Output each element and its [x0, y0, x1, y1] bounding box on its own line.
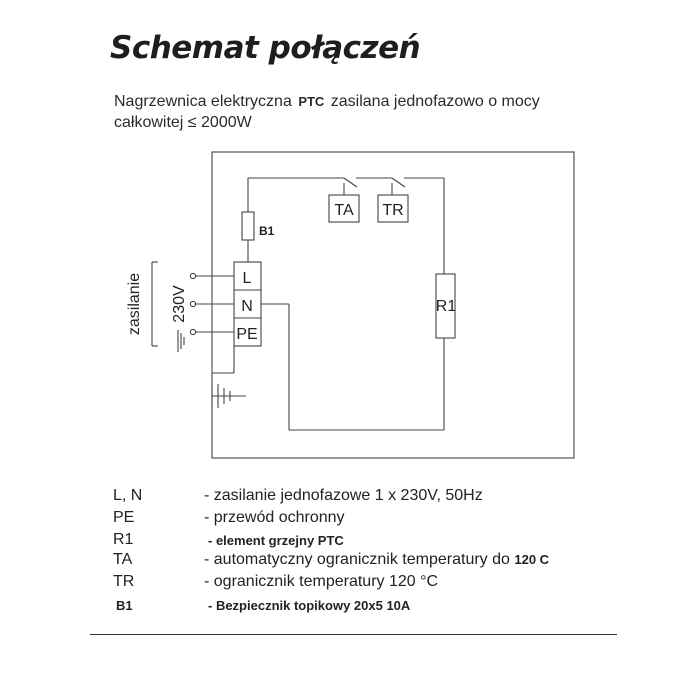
legend-desc: - Bezpiecznik topikowy 20x5 10A — [208, 598, 411, 613]
legend-desc: - element grzejny PTC — [208, 533, 344, 548]
legend-key: TA — [113, 551, 133, 568]
voltage-label: 230V — [171, 285, 188, 323]
legend-temp: 120 C — [514, 552, 550, 567]
bottom-divider — [90, 634, 617, 635]
subtitle-text-b: zasilana jednofazowo o mocy — [330, 93, 540, 110]
terminal-n-label: N — [241, 298, 253, 315]
tr-label: TR — [382, 202, 404, 219]
ta-label: TA — [334, 202, 354, 219]
legend-key: PE — [113, 509, 135, 526]
supply-label: zasilanie — [126, 272, 143, 336]
terminal-pe-label: PE — [236, 326, 258, 343]
subtitle-text-a: Nagrzewnica elektryczna — [114, 93, 292, 110]
legend-key: TR — [113, 573, 135, 590]
fuse-b1-label: B1 — [259, 224, 275, 238]
ta-switch-contact — [344, 178, 357, 187]
terminal-l-label: L — [242, 270, 252, 287]
subtitle-ptc: PTC — [298, 94, 325, 109]
legend-key: B1 — [116, 598, 133, 613]
legend-key: L, N — [113, 487, 143, 504]
subtitle-line-2: całkowitej ≤ 2000W — [114, 114, 252, 131]
legend-desc: - zasilanie jednofazowe 1 x 230V, 50Hz — [204, 487, 483, 504]
legend-key: R1 — [113, 531, 134, 548]
page-title: Schemat połączeń — [110, 30, 421, 66]
tr-switch-contact — [392, 178, 405, 187]
legend-desc: - automatyczny ogranicznik temperatury do — [204, 551, 510, 568]
legend-temp: 120 °C — [388, 573, 439, 590]
legend-desc: - przewód ochronny — [204, 509, 345, 526]
fuse-b1-symbol — [242, 212, 254, 240]
legend-desc: - ogranicznik temperatury — [204, 573, 385, 590]
heater-r1-label: R1 — [435, 298, 457, 315]
